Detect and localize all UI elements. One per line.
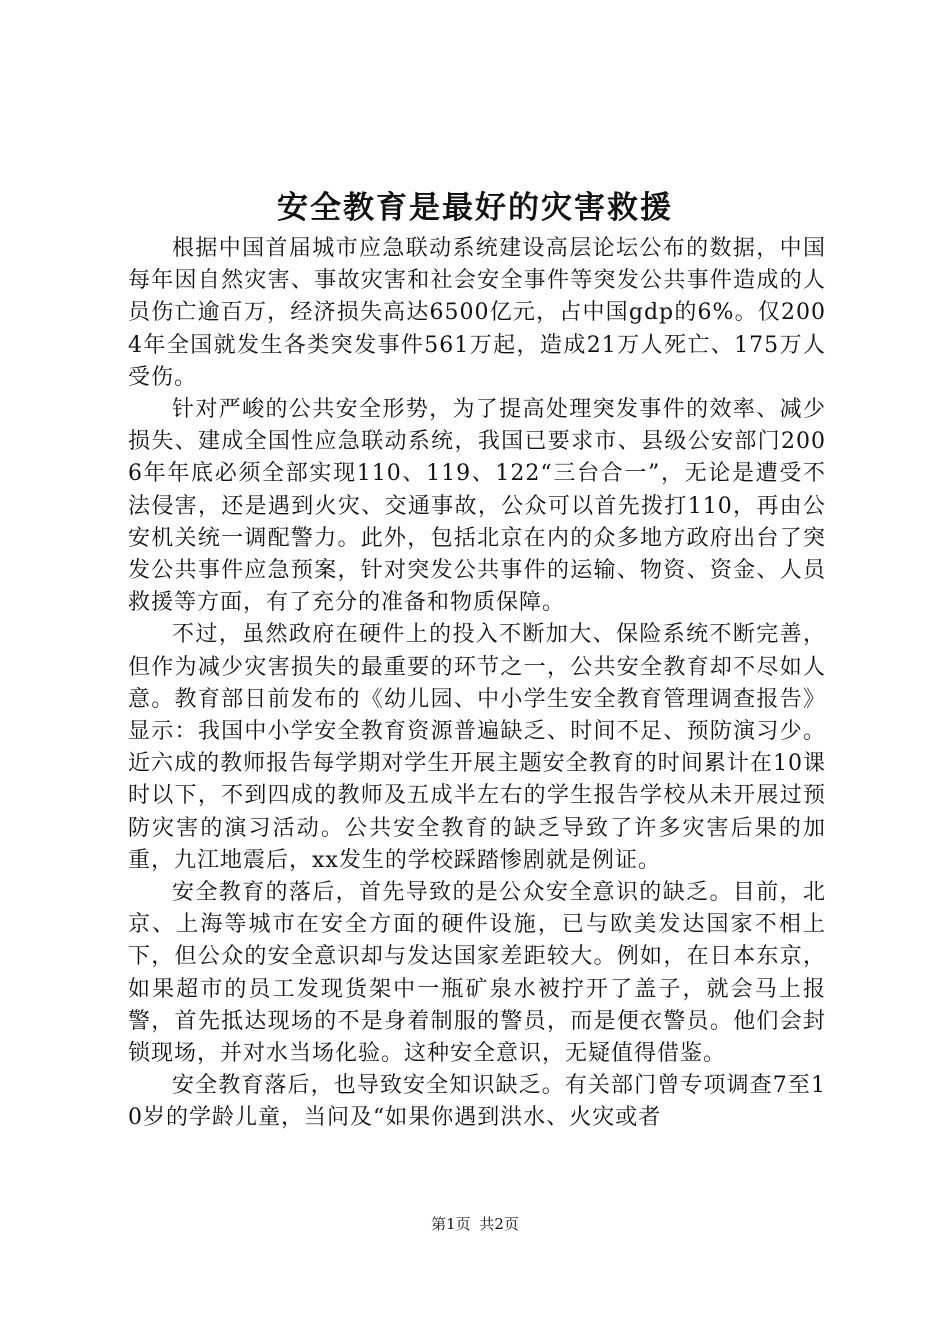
paragraph: 安全教育落后，也导致安全知识缺乏。有关部门曾专项调查7至10岁的学龄儿童，当问及“如果你遇到洪水、火灾或者 [128,1073,826,1131]
paragraph: 根据中国首届城市应急联动系统建设高层论坛公布的数据，中国每年因自然灾害、事故灾害和社会安全事件等突发公共事件造成的人员伤亡逾百万，经济损失高达6500亿元，占中国gdp的6%。仅2004年全国就发生各类突发事件561万起，造成21万人死亡、175万人受伤。 [128,236,826,390]
document-title: 安全教育是最好的灾害救援 [277,190,673,226]
page-number-footer: 第1页 共2页 [431,1215,519,1233]
paragraph: 针对严峻的公共安全形势，为了提高处理突发事件的效率、减少损失、建成全国性应急联动系统，我国已要求市、县级公安部门2006年年底必须全部实现110、119、122“三台合一”，无论是遭受不法侵害，还是遇到火灾、交通事故，公众可以首先拨打110，再由公安机关统一调配警力。此外，包括北京在内的众多地方政府出台了突发公共事件应急预案，针对突发公共事件的运输、物资、资金、人员救援等方面，有了充分的准备和物质保障。 [128,397,826,616]
paragraph: 不过，虽然政府在硬件上的投入不断加大、保险系统不断完善，但作为减少灾害损失的最重要的环节之一，公共安全教育却不尽如人意。教育部日前发布的《幼儿园、中小学生安全教育管理调查报告》显示：我国中小学安全教育资源普遍缺乏、时间不足、预防演习少。近六成的教师报告每学期对学生开展主题安全教育的时间累计在10课时以下，不到四成的教师及五成半左右的学生报告学校从未开展过预防灾害的演习活动。公共安全教育的缺乏导致了许多灾害后果的加重，九江地震后，xx发生的学校踩踏惨剧就是例证。 [128,622,826,873]
paragraph: 安全教育的落后，首先导致的是公众安全意识的缺乏。目前，北京、上海等城市在安全方面的硬件设施，已与欧美发达国家不相上下，但公众的安全意识却与发达国家差距较大。例如，在日本东京，如果超市的员工发现货架中一瓶矿泉水被拧开了盖子，就会马上报警，首先抵达现场的不是身着制服的警员，而是便衣警员。他们会封锁现场，并对水当场化验。这种安全意识，无疑值得借鉴。 [128,880,826,1067]
document-body [128,233,826,1135]
